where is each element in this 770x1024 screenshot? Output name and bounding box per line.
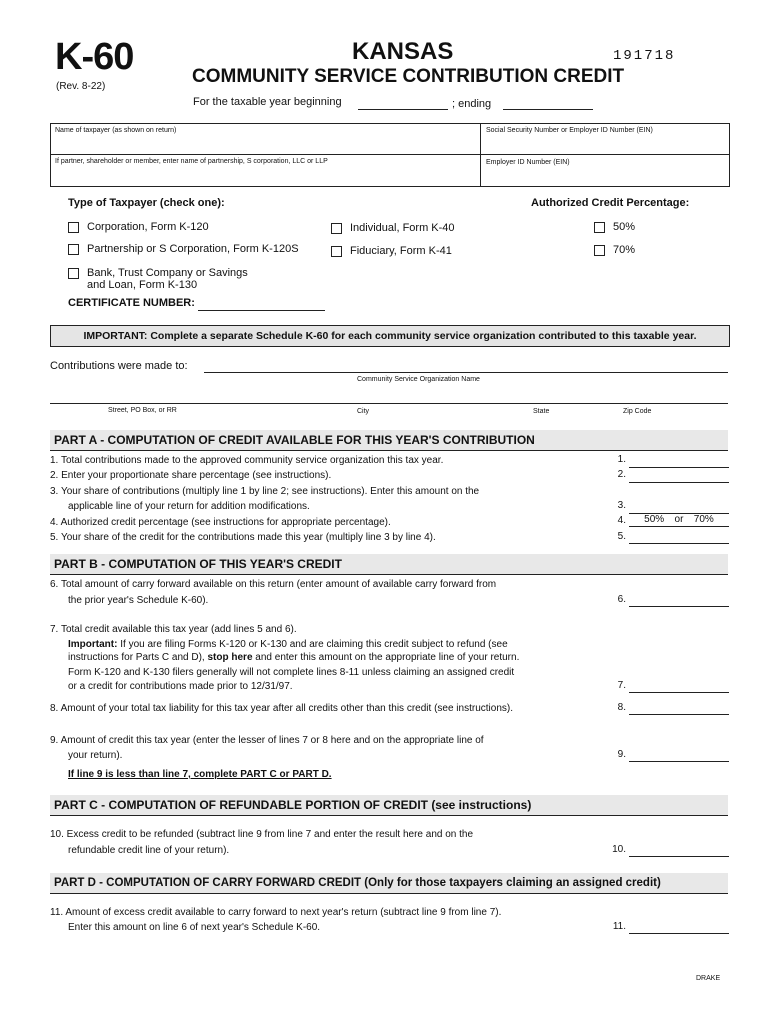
taxable-year-label: For the taxable year beginning (193, 96, 342, 108)
line-3-number: 3. (617, 500, 626, 511)
credit-percentage-heading: Authorized Credit Percentage: (531, 197, 690, 209)
line-9-text: 9. Amount of credit this tax year (enter the lesser of lines 7 or 8 here and on the appropriate line of (50, 735, 484, 746)
line-8-field[interactable] (629, 701, 729, 715)
line-5-text: 5. Your share of the credit for the contributions made this year (multiply line 3 by line 4). (50, 532, 436, 543)
line-2-text: 2. Enter your proportionate share percentage (see instructions). (50, 470, 332, 481)
part-c-d-warning: If line 9 is less than line 7, complete PART C or PART D. (68, 769, 332, 780)
checkbox[interactable] (331, 246, 342, 257)
stop-here: stop here (207, 652, 253, 663)
line-11-field[interactable] (629, 920, 729, 934)
option-label-cont: and Loan, Form K-130 (87, 279, 198, 291)
ssn-label: Social Security Number or Employer ID Number (EIN) (486, 127, 653, 134)
checkbox[interactable] (68, 222, 79, 233)
option-label: 50% (613, 221, 636, 233)
line-4-pct-50: 50% (644, 514, 665, 525)
line-8-number: 8. (617, 702, 626, 713)
line-1-number: 1. (617, 454, 626, 465)
software-label: DRAKE (696, 975, 721, 982)
taxpayer-name-field[interactable] (52, 136, 478, 152)
organization-name-field[interactable] (204, 372, 728, 373)
organization-name-label: Community Service Organization Name (357, 376, 480, 383)
checkbox[interactable] (331, 223, 342, 234)
line-3-field[interactable] (629, 500, 729, 514)
line-1-text: 1. Total contributions made to the approved community service organization this tax year. (50, 455, 444, 466)
option-label: 70% (613, 244, 636, 256)
line-11-text: 11. Amount of excess credit available to carry forward to next year's return (subtract line 9 from line 7). (50, 907, 502, 918)
line-7-instr-pre: instructions for Parts C and D), (68, 652, 208, 663)
checkbox[interactable] (68, 244, 79, 255)
line-6-text: 6. Total amount of carry forward available on this return (enter amount of available carry forward from (50, 579, 497, 590)
line-11-text-cont: Enter this amount on line 6 of next year's Schedule K-60. (68, 922, 321, 933)
line-9-field[interactable] (629, 748, 729, 762)
line-7-instr-post: and enter this amount on the appropriate line of your return. (252, 652, 520, 663)
taxpayer-name-label: Name of taxpayer (as shown on return) (55, 127, 177, 134)
taxable-year-begin-field[interactable] (358, 109, 448, 110)
line-2-number: 2. (617, 469, 626, 480)
partner-name-field[interactable] (52, 167, 478, 183)
box-divider (51, 154, 729, 155)
state-name: KANSAS (352, 38, 454, 65)
important-note: IMPORTANT: Complete a separate Schedule K-60 for each community service organization contributed to this taxable year. (50, 325, 730, 347)
line-7-number: 7. (617, 680, 626, 691)
line-9-number: 9. (617, 749, 626, 760)
line-6-number: 6. (617, 594, 626, 605)
checkbox[interactable] (594, 222, 605, 233)
taxable-year-end-field[interactable] (503, 109, 593, 110)
ssn-field[interactable] (482, 136, 726, 152)
revision-date: (Rev. 8-22) (56, 81, 106, 92)
line-8-text: 8. Amount of your total tax liability for this tax year after all credits other than this credit (see instructions). (50, 703, 513, 714)
line-3-text-cont: applicable line of your return for addition modifications. (68, 501, 310, 512)
ein-label: Employer ID Number (EIN) (486, 159, 570, 166)
option-label: Partnership or S Corporation, Form K-120S (87, 243, 299, 255)
option-50-percent[interactable] (594, 221, 635, 233)
address-field[interactable] (50, 403, 728, 404)
option-label: Bank, Trust Company or Savings (87, 267, 248, 279)
part-a-heading: PART A - COMPUTATION OF CREDIT AVAILABLE FOR THIS YEAR'S CONTRIBUTION (50, 430, 728, 451)
line-7-field[interactable] (629, 679, 729, 693)
form-title: COMMUNITY SERVICE CONTRIBUTION CREDIT (192, 66, 625, 87)
line-2-field[interactable] (629, 469, 729, 483)
option-label: Corporation, Form K-120 (87, 221, 209, 233)
option-fiduciary[interactable] (331, 245, 452, 257)
partner-name-label: If partner, shareholder or member, enter name of partnership, S corporation, LLC or LLP (55, 158, 328, 165)
line-4-text: 4. Authorized credit percentage (see instructions for appropriate percentage). (50, 517, 391, 528)
line-6-text-cont: the prior year's Schedule K-60). (68, 595, 209, 606)
checkbox[interactable] (594, 245, 605, 256)
line-4-or: or (674, 514, 684, 525)
line-10-field[interactable] (629, 843, 729, 857)
form-id: K-60 (55, 36, 134, 78)
line-7-text-d: Form K-120 and K-130 filers generally will not complete lines 8-11 unless claiming an assigned credit (68, 667, 515, 678)
taxpayer-type-heading: Type of Taxpayer (check one): (68, 197, 225, 209)
box-divider-vertical (480, 123, 481, 186)
line-4-number: 4. (617, 515, 626, 526)
option-70-percent[interactable] (594, 244, 635, 256)
important-label: Important: (68, 639, 118, 650)
line-1-field[interactable] (629, 454, 729, 468)
line-4-pct-70: 70% (693, 514, 714, 525)
line-5-field[interactable] (629, 530, 729, 544)
checkbox[interactable] (68, 268, 79, 279)
state-label: State (533, 408, 550, 415)
line-3-text: 3. Your share of contributions (multiply line 1 by line 2; see instructions). Enter this amount on the (50, 486, 480, 497)
line-9-text-cont: your return). (68, 750, 123, 761)
option-label: Individual, Form K-40 (350, 222, 455, 234)
option-label: Fiduciary, Form K-41 (350, 245, 452, 257)
line-7-instructions (68, 650, 519, 665)
line-7-important-text: If you are filing Forms K-120 or K-130 and are claiming this credit subject to refund (see (117, 639, 508, 650)
option-partnership[interactable] (68, 243, 299, 255)
contributions-label: Contributions were made to: (50, 360, 188, 372)
line-4-field[interactable] (629, 514, 729, 527)
line-7-text: 7. Total credit available this tax year (add lines 5 and 6). (50, 624, 297, 635)
ein-field[interactable] (482, 167, 726, 183)
line-10-text: 10. Excess credit to be refunded (subtract line 9 from line 7 and enter the result here and on the (50, 829, 474, 840)
line-10-text-cont: refundable credit line of your return). (68, 845, 230, 856)
option-corporation[interactable] (68, 221, 209, 233)
certificate-number-field[interactable] (198, 310, 325, 311)
line-6-field[interactable] (629, 593, 729, 607)
ending-label: ; ending (452, 98, 492, 110)
option-bank[interactable] (68, 267, 248, 291)
street-label: Street, PO Box, or RR (108, 407, 177, 414)
form-number: 191718 (613, 48, 676, 64)
part-c-heading: PART C - COMPUTATION OF REFUNDABLE PORTION OF CREDIT (see instructions) (50, 795, 728, 816)
part-d-heading: PART D - COMPUTATION OF CARRY FORWARD CREDIT (Only for those taxpayers claiming an assigned credit) (50, 873, 728, 894)
option-individual[interactable] (331, 222, 455, 234)
line-10-number: 10. (612, 844, 626, 855)
line-7-text-e: or a credit for contributions made prior to 12/31/97. (68, 681, 293, 692)
part-b-heading: PART B - COMPUTATION OF THIS YEAR'S CREDIT (50, 554, 728, 575)
line-11-number: 11. (612, 921, 626, 932)
certificate-label: CERTIFICATE NUMBER: (68, 297, 195, 309)
city-label: City (357, 408, 370, 415)
zip-label: Zip Code (623, 408, 652, 415)
line-5-number: 5. (617, 531, 626, 542)
